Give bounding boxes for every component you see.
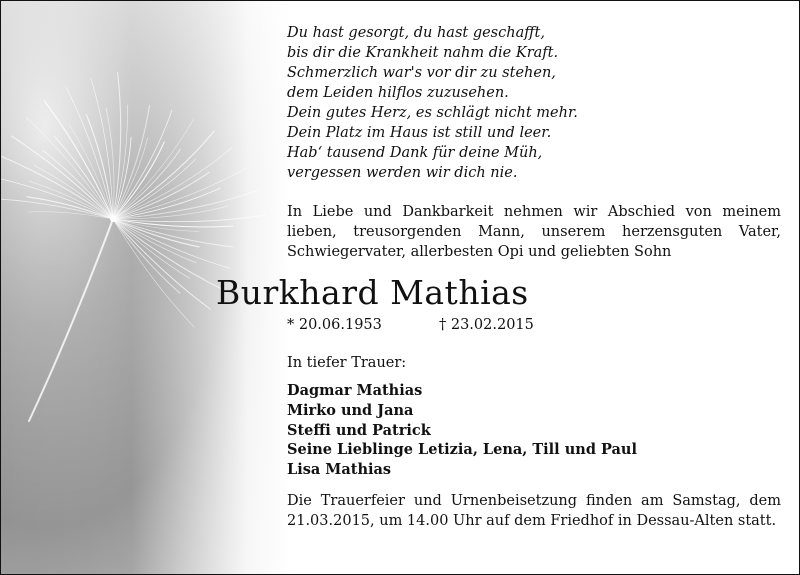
- poem-line: Schmerzlich war's vor dir zu stehen,: [287, 65, 556, 81]
- poem-line: bis dir die Krankheit nahm die Kraft.: [287, 45, 559, 61]
- life-dates: [287, 315, 534, 335]
- poem-line: Hab‘ tausend Dank für deine Müh,: [287, 145, 543, 161]
- poem-line: Dein gutes Herz, es schlägt nicht mehr.: [287, 105, 578, 121]
- funeral-details: Die Trauerfeier und Urnenbeisetzung finden am Samstag, dem 21.03.2015, um 14.00 Uhr auf dem Friedhof in Dessau-Alten statt.: [287, 493, 781, 529]
- poem-line: vergessen werden wir dich nie.: [287, 165, 518, 181]
- intro-paragraph: In Liebe und Dankbarkeit nehmen wir Abschied von meinem lieben, treusorgenden Mann, unserem herzensguten Vater, Schwiegervater, allerbesten Opi und geliebten Sohn: [287, 204, 781, 260]
- mourning-label: In tiefer Trauer:: [287, 355, 407, 371]
- mourner-name: Mirko und Jana: [287, 401, 414, 419]
- mourner-name: Lisa Mathias: [287, 461, 392, 479]
- poem-line: Du hast gesorgt, du hast geschafft,: [287, 25, 545, 41]
- deceased-name: Burkhard Mathias: [216, 273, 529, 312]
- mourner-name: Seine Lieblinge Letizia, Lena, Till und Paul: [287, 441, 637, 459]
- text-column: [287, 23, 781, 262]
- death-date: † 23.02.2015: [439, 317, 534, 333]
- poem: [287, 23, 781, 183]
- poem-line: dem Leiden hilflos zuzusehen.: [287, 85, 509, 101]
- poem-line: Dein Platz im Haus ist still und leer.: [287, 125, 552, 141]
- birth-date: * 20.06.1953: [287, 317, 382, 333]
- mourner-name: Steffi und Patrick: [287, 421, 431, 439]
- mourners-list: [287, 381, 637, 480]
- mourner-name: Dagmar Mathias: [287, 382, 423, 399]
